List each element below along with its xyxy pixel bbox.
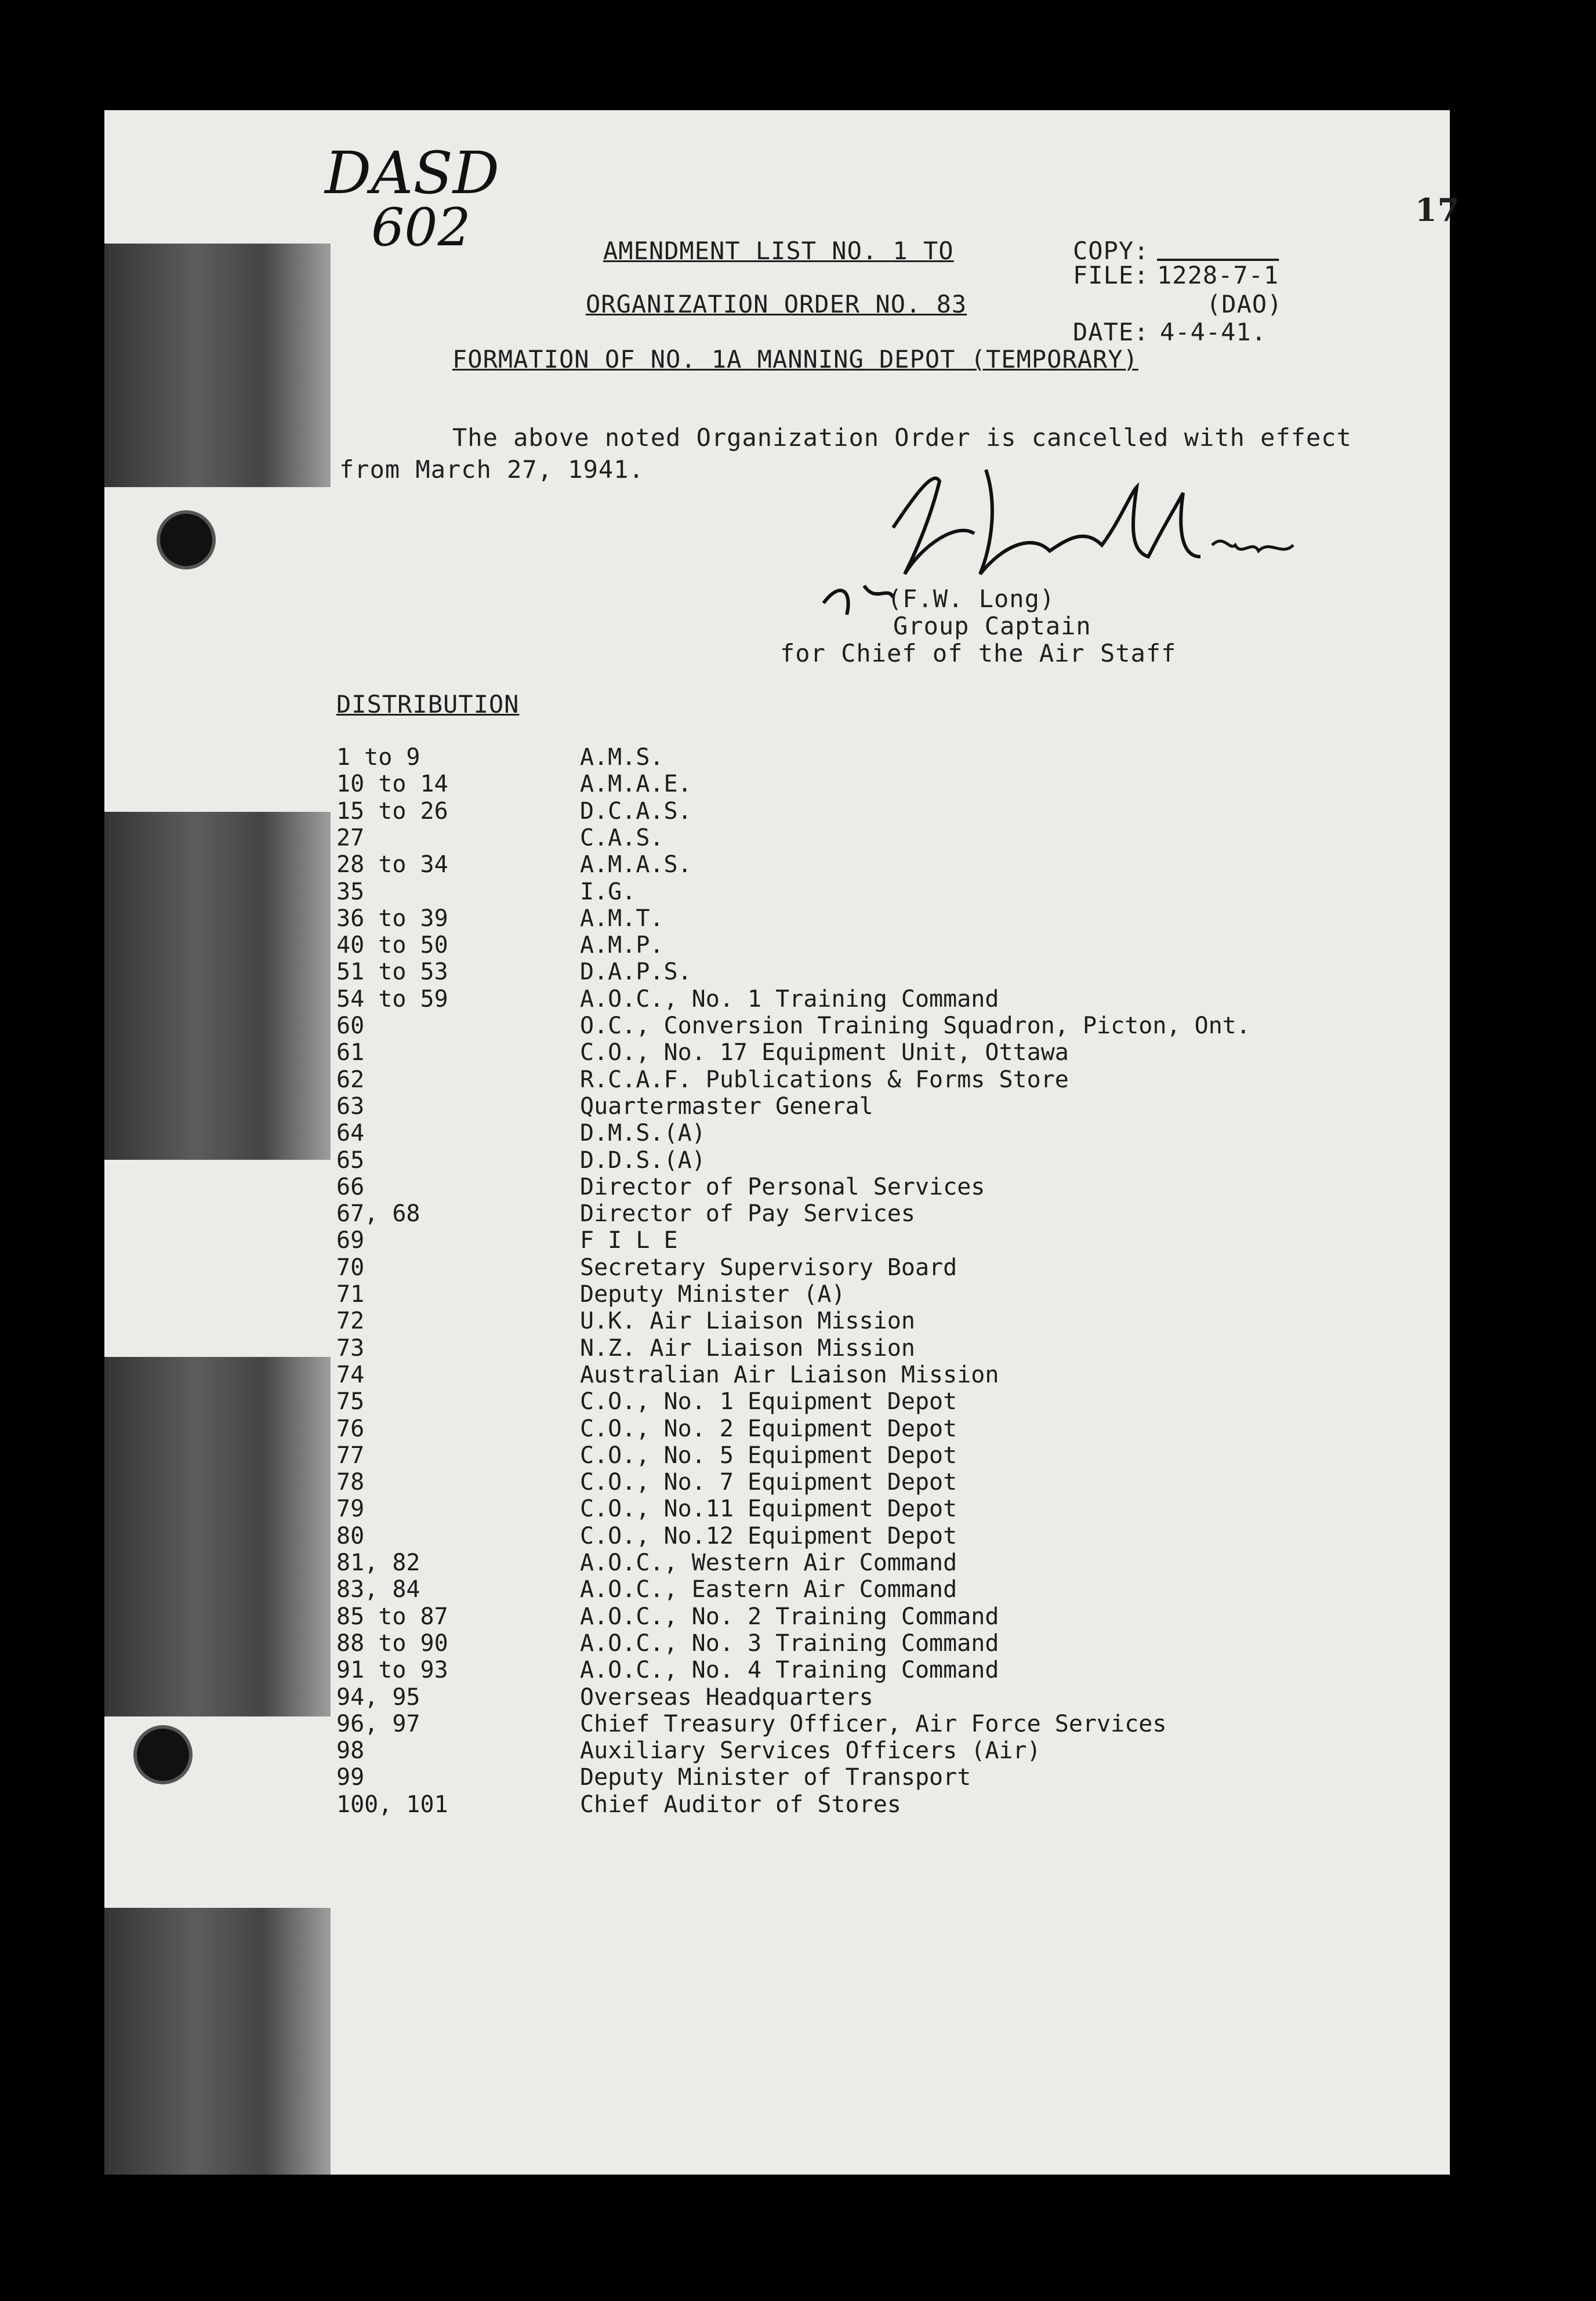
copy-numbers: 15 to 26 bbox=[336, 797, 448, 825]
recipient: F I L E bbox=[580, 1227, 678, 1254]
copy-numbers: 77 bbox=[336, 1442, 365, 1469]
recipient: C.A.S. bbox=[580, 824, 664, 851]
copy-numbers: 91 to 93 bbox=[336, 1657, 448, 1684]
copy-numbers: 100, 101 bbox=[336, 1791, 448, 1818]
recipient: C.O., No.12 Equipment Depot bbox=[580, 1522, 957, 1549]
recipient: C.O., No. 1 Equipment Depot bbox=[580, 1388, 957, 1416]
copy-numbers: 66 bbox=[336, 1173, 365, 1200]
recipient: D.M.S.(A) bbox=[580, 1120, 706, 1147]
copy-numbers: 83, 84 bbox=[336, 1576, 420, 1603]
distribution-heading: DISTRIBUTION bbox=[336, 690, 520, 718]
signer-name: (F.W. Long) bbox=[887, 585, 1055, 613]
recipient: D.D.S.(A) bbox=[580, 1146, 706, 1174]
recipient: Overseas Headquarters bbox=[580, 1683, 873, 1711]
file-label: FILE: bbox=[1073, 261, 1149, 289]
copy-numbers: 67, 68 bbox=[336, 1200, 420, 1228]
binding-clip bbox=[104, 244, 331, 487]
punch-hole bbox=[157, 510, 216, 569]
recipient: Auxiliary Services Officers (Air) bbox=[580, 1737, 1041, 1765]
header-line-2: ORGANIZATION ORDER NO. 83 bbox=[586, 290, 967, 318]
punch-hole bbox=[133, 1725, 193, 1784]
copy-numbers: 10 to 14 bbox=[336, 771, 448, 798]
copy-numbers: 40 to 50 bbox=[336, 932, 448, 959]
copy-numbers: 69 bbox=[336, 1227, 365, 1254]
copy-numbers: 85 to 87 bbox=[336, 1603, 448, 1630]
recipient: Director of Pay Services bbox=[580, 1200, 915, 1228]
copy-numbers: 99 bbox=[336, 1764, 365, 1791]
copy-numbers: 75 bbox=[336, 1388, 365, 1416]
copy-numbers: 73 bbox=[336, 1334, 365, 1362]
copy-numbers: 36 to 39 bbox=[336, 905, 448, 932]
copy-label: COPY: bbox=[1073, 237, 1149, 265]
recipient: A.O.C., Western Air Command bbox=[580, 1549, 957, 1576]
recipient: A.O.C., No. 3 Training Command bbox=[580, 1629, 999, 1657]
body-line-2: from March 27, 1941. bbox=[339, 455, 644, 484]
handwritten-reference: DASD bbox=[325, 139, 500, 207]
copy-numbers: 72 bbox=[336, 1308, 365, 1335]
recipient: A.M.A.E. bbox=[580, 771, 692, 798]
recipient: A.O.C., No. 2 Training Command bbox=[580, 1603, 999, 1630]
copy-numbers: 71 bbox=[336, 1281, 365, 1308]
copy-numbers: 98 bbox=[336, 1737, 365, 1765]
recipient: Quartermaster General bbox=[580, 1093, 873, 1120]
header-line-3: FORMATION OF NO. 1A MANNING DEPOT (TEMPORARY) bbox=[452, 345, 1138, 373]
copy-numbers: 88 to 90 bbox=[336, 1629, 448, 1657]
recipient: C.O., No. 5 Equipment Depot bbox=[580, 1442, 957, 1469]
recipient: A.O.C., No. 4 Training Command bbox=[580, 1657, 999, 1684]
recipient: C.O., No. 2 Equipment Depot bbox=[580, 1415, 957, 1442]
signer-rank: Group Captain bbox=[893, 612, 1091, 640]
header-line-1: AMENDMENT LIST NO. 1 TO bbox=[603, 237, 954, 265]
copy-numbers: 78 bbox=[336, 1469, 365, 1496]
recipient: O.C., Conversion Training Squadron, Picton, Ont. bbox=[580, 1012, 1250, 1039]
recipient: Deputy Minister (A) bbox=[580, 1281, 846, 1308]
recipient: R.C.A.F. Publications & Forms Store bbox=[580, 1066, 1069, 1093]
recipient: Chief Treasury Officer, Air Force Services bbox=[580, 1710, 1167, 1737]
recipient: I.G. bbox=[580, 878, 636, 905]
page-number: 17 bbox=[1415, 191, 1460, 228]
copy-numbers: 28 to 34 bbox=[336, 851, 448, 879]
copy-numbers: 51 to 53 bbox=[336, 959, 448, 986]
copy-numbers: 35 bbox=[336, 878, 365, 905]
date-value: 4-4-41. bbox=[1160, 318, 1267, 346]
recipient: Australian Air Liaison Mission bbox=[580, 1361, 999, 1388]
recipient: A.O.C., No. 1 Training Command bbox=[580, 985, 999, 1012]
recipient: D.A.P.S. bbox=[580, 959, 692, 986]
recipient: A.M.P. bbox=[580, 932, 664, 959]
copy-numbers: 65 bbox=[336, 1146, 365, 1174]
recipient: C.O., No. 7 Equipment Depot bbox=[580, 1469, 957, 1496]
copy-numbers: 79 bbox=[336, 1496, 365, 1523]
recipient: D.C.A.S. bbox=[580, 797, 692, 825]
copy-numbers: 64 bbox=[336, 1120, 365, 1147]
copy-numbers: 54 to 59 bbox=[336, 985, 448, 1012]
recipient: N.Z. Air Liaison Mission bbox=[580, 1334, 915, 1362]
recipient: A.M.T. bbox=[580, 905, 664, 932]
copy-numbers: 70 bbox=[336, 1254, 365, 1281]
copy-numbers: 80 bbox=[336, 1522, 365, 1549]
binding-clip bbox=[104, 812, 331, 1160]
body-line-1: The above noted Organization Order is cancelled with effect bbox=[452, 423, 1352, 452]
recipient: Deputy Minister of Transport bbox=[580, 1764, 971, 1791]
recipient: A.O.C., Eastern Air Command bbox=[580, 1576, 957, 1603]
copy-numbers: 63 bbox=[336, 1093, 365, 1120]
copy-numbers: 76 bbox=[336, 1415, 365, 1442]
recipient: U.K. Air Liaison Mission bbox=[580, 1308, 915, 1335]
recipient: Secretary Supervisory Board bbox=[580, 1254, 957, 1281]
copy-numbers: 60 bbox=[336, 1012, 365, 1039]
recipient: C.O., No.11 Equipment Depot bbox=[580, 1496, 957, 1523]
recipient: C.O., No. 17 Equipment Unit, Ottawa bbox=[580, 1039, 1069, 1066]
copy-numbers: 74 bbox=[336, 1361, 365, 1388]
recipient: Director of Personal Services bbox=[580, 1173, 985, 1200]
copy-numbers: 61 bbox=[336, 1039, 365, 1066]
handwritten-reference: 602 bbox=[371, 197, 471, 258]
copy-numbers: 94, 95 bbox=[336, 1683, 420, 1711]
recipient: A.M.S. bbox=[580, 744, 664, 771]
file-sub: (DAO) bbox=[1206, 290, 1283, 318]
copy-numbers: 96, 97 bbox=[336, 1710, 420, 1737]
recipient: Chief Auditor of Stores bbox=[580, 1791, 901, 1818]
date-label: DATE: bbox=[1073, 318, 1149, 346]
signer-for-line: for Chief of the Air Staff bbox=[780, 639, 1177, 667]
binding-clip bbox=[104, 1908, 331, 2175]
binding-clip bbox=[104, 1357, 331, 1716]
recipient: A.M.A.S. bbox=[580, 851, 692, 879]
copy-numbers: 81, 82 bbox=[336, 1549, 420, 1576]
copy-numbers: 1 to 9 bbox=[336, 744, 420, 771]
file-value: 1228-7-1 bbox=[1157, 261, 1279, 289]
copy-numbers: 27 bbox=[336, 824, 365, 851]
copy-numbers: 62 bbox=[336, 1066, 365, 1093]
